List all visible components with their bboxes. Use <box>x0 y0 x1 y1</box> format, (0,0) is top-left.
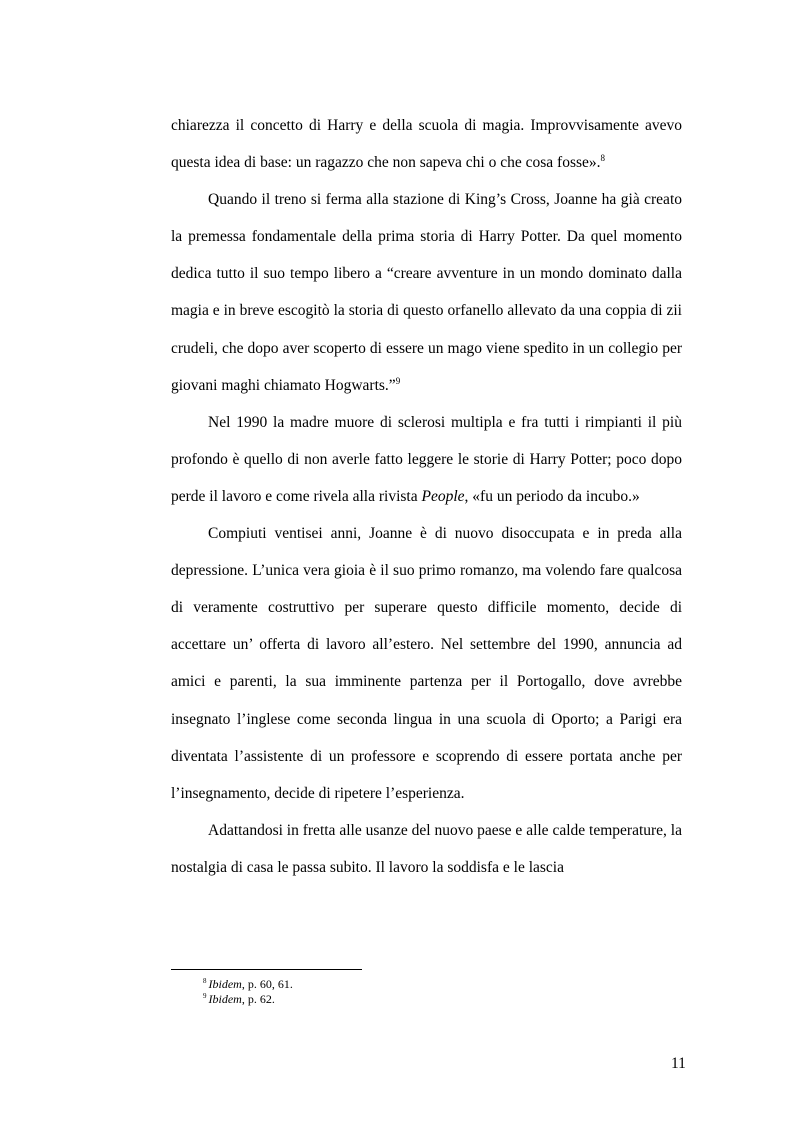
footnote-separator <box>171 969 362 970</box>
italic-text: People <box>421 487 465 505</box>
paragraph-text: Adattandosi in fretta alle usanze del nuovo paese e alle calde temperature, la nostalgia di casa le passa subito. Il lavoro la soddisfa e le lascia <box>171 821 682 876</box>
footnote-8 <box>203 977 293 992</box>
paragraph-text: Compiuti ventisei anni, Joanne è di nuovo disoccupata e in preda alla depressione. L’unica vera gioia è il suo primo romanzo, ma volendo fare qualcosa di veramente costruttivo per superare questo difficile momento, decide di accettare un’ offerta di lavoro all’estero. Nel settembre del 1990, annuncia ad amici e parenti, la sua imminente partenza per il Portogallo, dove avrebbe insegnato l’inglese come seconda lingua in una scuola di Oporto; a Parigi era diventata l’assistente di un professore e scoprendo di essere portata anche per l’insegnamento, decide di ripetere l’esperienza. <box>171 525 682 802</box>
footnote-source: Ibidem <box>208 977 242 991</box>
paragraph <box>171 812 682 886</box>
footnote-number: 8 <box>203 977 207 985</box>
paragraph <box>171 404 682 515</box>
paragraph <box>171 107 682 181</box>
paragraph-text: , «fu un periodo da incubo.» <box>464 487 640 505</box>
footnote-reference: , p. 60, 61. <box>241 977 293 991</box>
footnote-marker: 9 <box>395 375 401 386</box>
footnote-reference: , p. 62. <box>241 991 275 1006</box>
page-number: 11 <box>671 1055 686 1072</box>
footnote-source: Ibidem <box>208 991 242 1006</box>
footnotes <box>203 977 293 1006</box>
footnote-9 <box>203 992 293 1007</box>
paragraph-text: Nel 1990 la madre muore di sclerosi multipla e fra tutti i rimpianti il più profondo è quello di non averle fatto leggere le storie di Harry Potter; poco dopo perde il lavoro e come rivela alla rivista <box>171 413 682 505</box>
footnote-number: 9 <box>203 991 207 1000</box>
paragraph-text: Quando il treno si ferma alla stazione di King’s Cross, Joanne ha già creato la premessa fondamentale della prima storia di Harry Potter. Da quel momento dedica tutto il suo tempo libero a “creare avventure in un mondo dominato dalla magia e in breve escogitò la storia di questo orfanello allevato da una coppia di zii crudeli, che dopo aver scoperto di essere un mago viene spedito in un collegio per giovani maghi chiamato Hogwarts.” <box>171 191 682 394</box>
body-text <box>171 107 682 886</box>
paragraph-text: chiarezza il concetto di Harry e della scuola di magia. Improvvisamente avevo questa idea di base: un ragazzo che non sapeva chi o che cosa fosse». <box>171 117 682 172</box>
paragraph <box>171 181 682 404</box>
paragraph <box>171 515 682 812</box>
footnote-marker: 8 <box>600 152 606 163</box>
